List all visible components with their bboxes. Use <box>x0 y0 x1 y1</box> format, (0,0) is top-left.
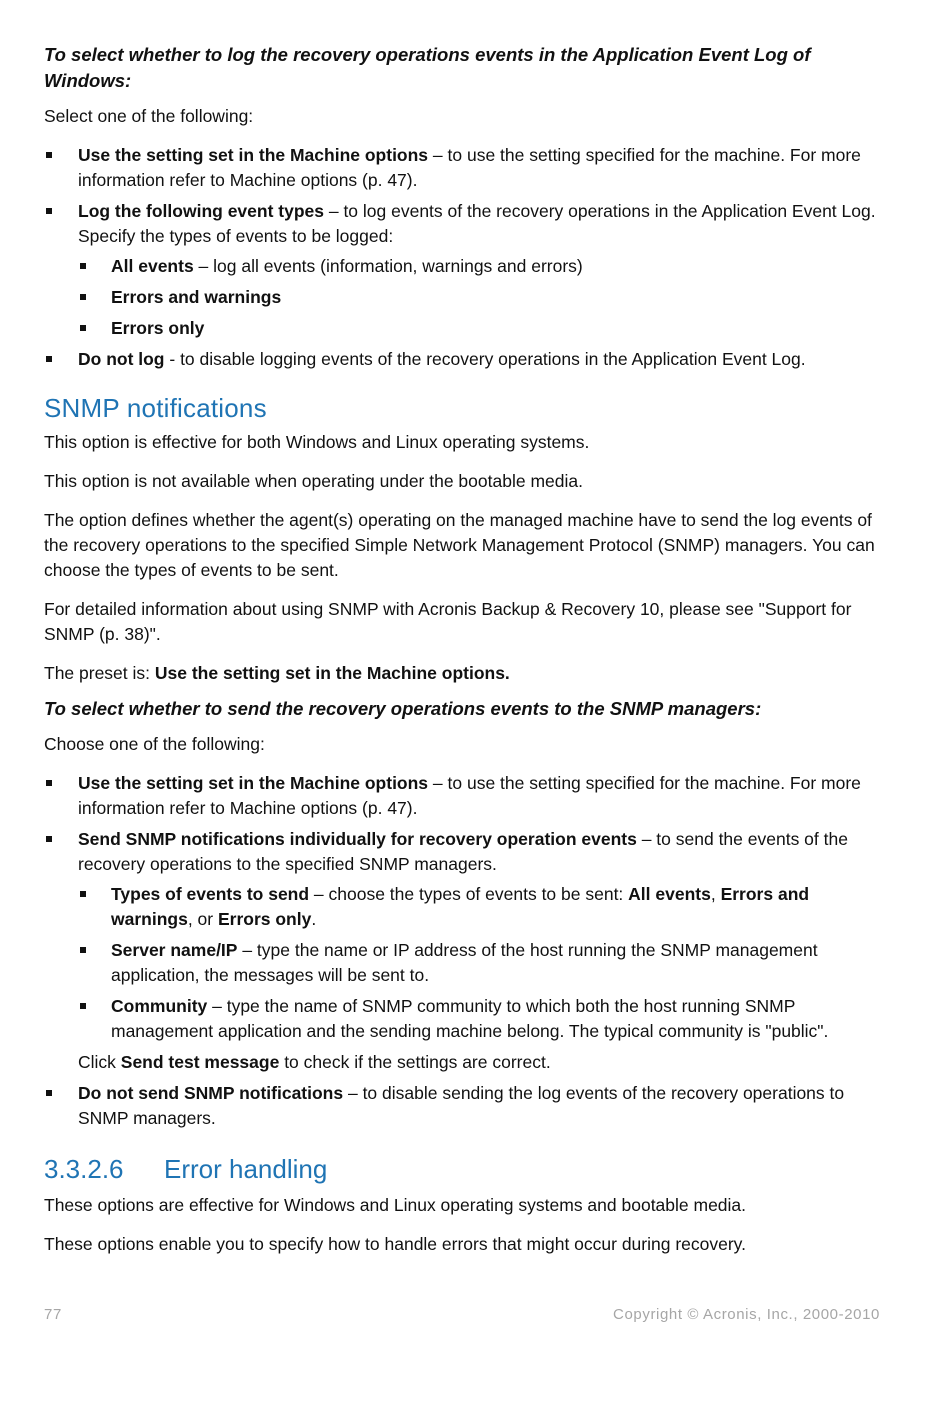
snmp-options-list <box>44 771 884 1044</box>
snmp-paragraph: This option is effective for both Windows and Linux operating systems. <box>44 432 590 452</box>
list-item <box>78 882 884 932</box>
list-item <box>78 994 884 1044</box>
snmp-options-list-continued <box>44 1081 884 1131</box>
event-type-name: All events <box>111 256 194 276</box>
test-message-note <box>44 1050 884 1075</box>
snmp-heading: SNMP notifications <box>44 393 267 423</box>
option-description: – to disable sending the log events of the recovery operations to SNMP managers. <box>78 1083 845 1128</box>
note-text: Click <box>78 1052 121 1072</box>
option-description: – to send the events of the recovery operations to the specified SNMP managers. <box>78 829 848 874</box>
event-type-name: Errors only <box>111 318 205 338</box>
option-name: Log the following event types <box>78 201 324 221</box>
error-handling-paragraph: These options are effective for Windows and Linux operating systems and bootable media. <box>44 1195 747 1215</box>
event-type-option: Errors and warnings <box>111 884 810 929</box>
option-name: Use the setting set in the Machine options <box>78 145 429 165</box>
snmp-paragraph: For detailed information about using SNMP with Acronis Backup & Recovery 10, please see "Support for SNMP (p. 38)". <box>44 599 852 644</box>
setting-description: – choose the types of events to be sent: <box>309 884 629 904</box>
setting-name: Types of events to send <box>111 884 310 904</box>
list-item <box>44 199 884 341</box>
section-number: 3.3.2.6 <box>44 1154 124 1184</box>
document-page <box>44 42 884 1271</box>
snmp-intro: Choose one of the following: <box>44 734 265 754</box>
option-description: – to log events of the recovery operations in the Application Event Log. Specify the types of events to be logged: <box>78 201 876 246</box>
snmp-paragraph: This option is not available when operating under the bootable media. <box>44 471 583 491</box>
list-item <box>44 143 884 193</box>
note-text: to check if the settings are correct. <box>279 1052 551 1072</box>
separator: , <box>710 884 721 904</box>
setting-description: – type the name of SNMP community to which both the host running SNMP management application and the sending machine belong. The typical community is "public". <box>111 996 829 1041</box>
setting-description: – type the name or IP address of the host running the SNMP management application, the messages will be sent to. <box>111 940 818 985</box>
send-test-message-label: Send test message <box>120 1052 280 1072</box>
event-type-option: Errors only <box>217 909 312 929</box>
preset-label: The preset is: <box>44 663 155 683</box>
option-name: Send SNMP notifications individually for recovery operation events <box>78 829 637 849</box>
snmp-paragraph: The option defines whether the agent(s) operating on the managed machine have to send the log events of the recovery operations to the specified Simple Network Management Protocol (SNMP) managers. You can choose the types of events to be sent. <box>44 510 875 580</box>
error-handling-heading <box>44 1153 884 1185</box>
event-types-list <box>78 254 884 341</box>
snmp-settings-list <box>78 882 884 1044</box>
list-item <box>78 938 884 988</box>
event-type-description: – log all events (information, warnings and errors) <box>193 256 583 276</box>
option-description: - to disable logging events of the recovery operations in the Application Event Log. <box>164 349 806 369</box>
copyright: Copyright © Acronis, Inc., 2000-2010 <box>613 1306 880 1323</box>
setting-name: Community <box>111 996 208 1016</box>
option-description: – to use the setting specified for the machine. For more information refer to Machine options (p. 47). <box>78 773 861 818</box>
snmp-preset <box>44 661 884 686</box>
list-item <box>44 827 884 1044</box>
option-name: Do not send SNMP notifications <box>78 1083 344 1103</box>
section-title: Error handling <box>164 1154 328 1184</box>
error-handling-paragraph: These options enable you to specify how to handle errors that might occur during recovery. <box>44 1234 746 1254</box>
event-type-name: Errors and warnings <box>111 287 282 307</box>
option-name: Use the setting set in the Machine options <box>78 773 429 793</box>
list-item <box>44 347 884 372</box>
option-description: – to use the setting specified for the machine. For more information refer to Machine options (p. 47). <box>78 145 861 190</box>
event-log-instruction-title: To select whether to log the recovery operations events in the Application Event Log of Windows: <box>44 44 811 91</box>
event-log-intro: Select one of the following: <box>44 106 254 126</box>
separator: . <box>311 909 317 929</box>
page-number: 77 <box>44 1306 62 1323</box>
preset-value: Use the setting set in the Machine options. <box>154 663 510 683</box>
separator: , or <box>187 909 218 929</box>
list-item <box>44 1081 884 1131</box>
list-item <box>78 254 884 279</box>
snmp-instruction-title: To select whether to send the recovery operations events to the SNMP managers: <box>44 698 762 719</box>
event-log-options-list <box>44 143 884 372</box>
event-type-option: All events <box>628 884 711 904</box>
list-item <box>78 316 884 341</box>
setting-name: Server name/IP <box>111 940 238 960</box>
list-item <box>78 285 884 310</box>
list-item <box>44 771 884 821</box>
option-name: Do not log <box>78 349 165 369</box>
